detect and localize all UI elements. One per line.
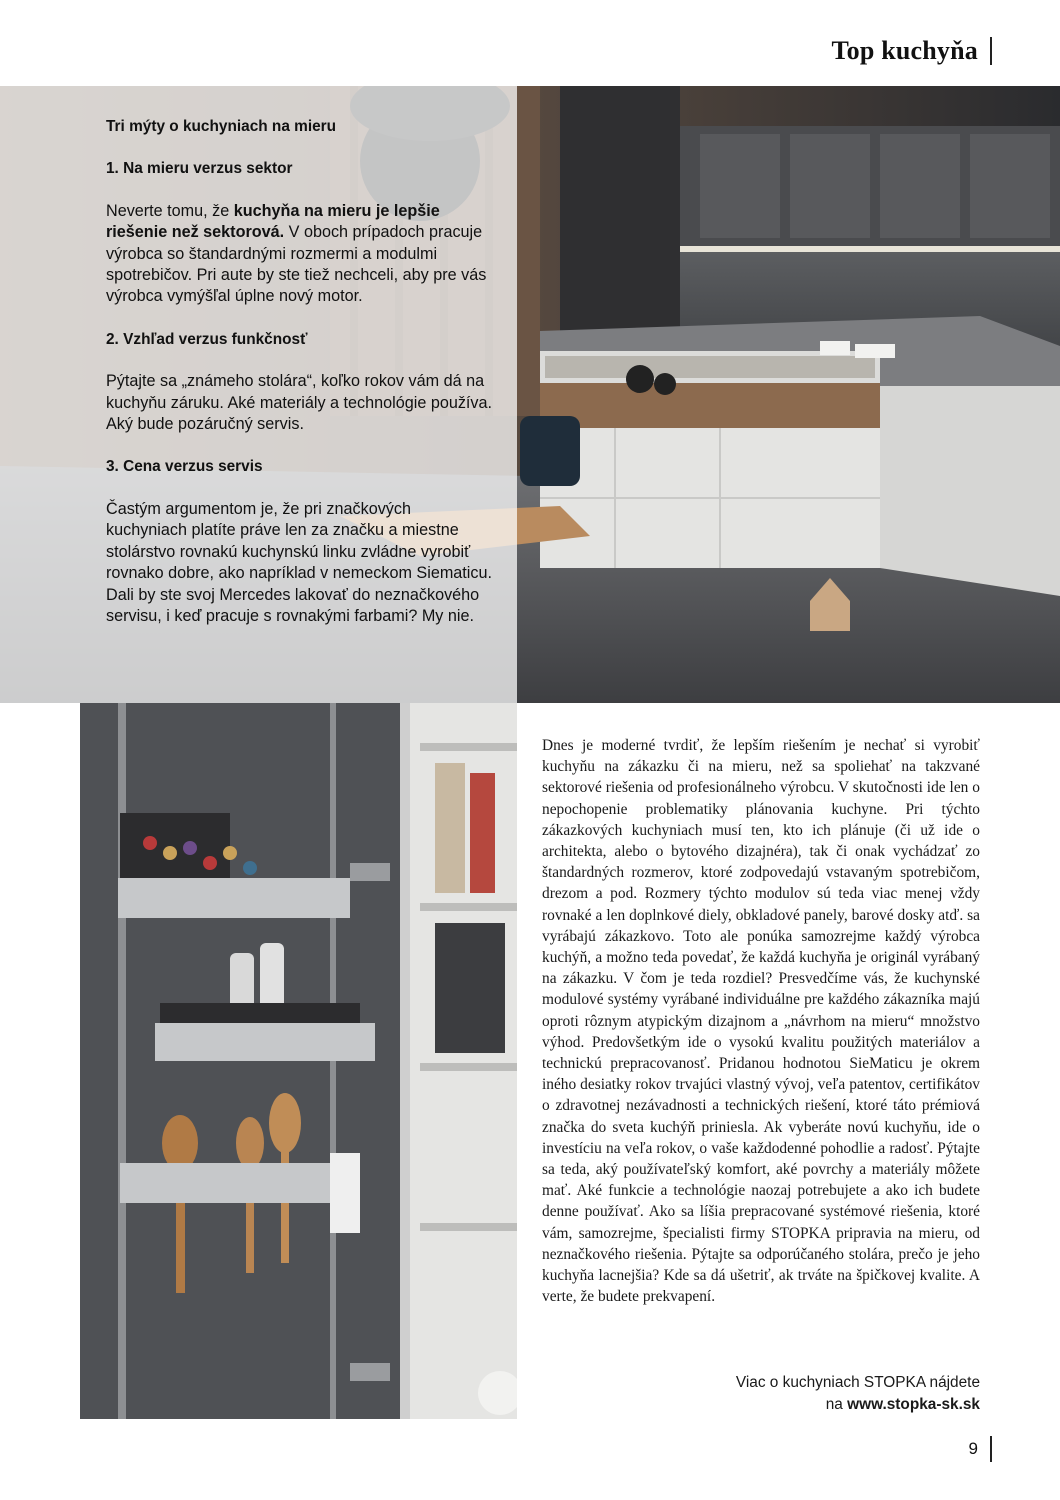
article-body: Dnes je moderné tvrdiť, že lepším riešením je nechať si vyrobiť kuchyňu na zákazku či na mieru, než sa spoliehať na takzvané sektorové riešenia od profesionálneho výrobcu. V skutočnosti ide len o nepochopenie problematiky plánovania kuchyne. Pri týchto zákazkových kuchyniach musí ten, kto ich plánuje (či už ide o architekta, alebo o bytového dizajnéra), tak či onak vychádzať zo štandardných rozmerov, ktoré zodpovedajú vstavaným spotrebičom, drezom a pod. Rozmery týchto modulov sú teda viac menej vždy rovnaké a len doplnkové diely, obkladové panely, barové dosky atď. sa vyrábajú zákazkovo. Toto ale ponúka samozrejme každý výrobca kuchýň, a možno teda povedať, že každá kuchyňa je originál vyrábaný na zákazku. V čom je teda rozdiel? Presvedčíme vás, že kuchynské modulové systémy vyrábané individuálne pre každého zákazníka majú oproti rôznym atypickým dizajnom a „návrhom na mieru“ množstvo výhod. Predovšetkým ide o vysokú kvalitu použitých materiálov a technickú prepracovanosť. Pridanou hodnotou SieMaticu je okrem iného desiatky rokov trvajúci vlastný vývoj, veľa patentov, certifikátov o zdravotnej nezávadnosti a technických riešení, ktoré táto prémiová značka do sveta kuchýň priniesla. Ak vyberáte novú kuchyňu, ide o investíciu na veľa rokov, o vaše každodenné pohodlie a radosť. Pýtajte sa teda, aký používateľský komfort, aké povrchy a materiály môžete mať. Aké funkcie a technológie naozaj potrebujete a ako ich budete denne používať. Ako sa líšia prepracované systémové riešenia, ktoré vám, samozrejme, špecialisti firmy STOPKA pripravia na mieru, od neznačkového riešenia. Pýtajte sa odporúčaného stolára, prečo je jeho kuchyňa lacnejšia? Kde sa dá ušetriť, ak trváte na špičkovej kvalite. A verte, že budete prekvapení. bbox=[542, 737, 980, 1306]
page-header bbox=[832, 36, 993, 66]
myth-text-1: Neverte tomu, že kuchyňa na mieru je lepšie riešenie než sektorová. V oboch prípadoch pracuje výrobca so štandardnými rozmermi a modulmi spotrebičov. Pri aute by ste tiež nechceli, aby pre vás výrobca vymýšľal úplne nový motor. bbox=[106, 201, 487, 306]
myth-heading-1: 1. Na mieru verzus sektor bbox=[106, 160, 293, 178]
more-info-line: Viac o kuchyniach STOPKA nájdete bbox=[735, 1374, 980, 1391]
cabinet-photo bbox=[80, 703, 517, 1419]
myths-panel bbox=[0, 86, 517, 703]
myth-text-3: Častým argumentom je, že pri značkových kuchyniach platíte práve len za značku a miestne stolárstvo rovnakú kuchynskú linku zvládne vyrobiť rovnako dobre, ako napríklad v nemeckom Siematicu. Dali by ste svoj Mercedes lakovať do neznačkového servisu, i keď pracuje s rovnakými farbami? My nie. bbox=[106, 499, 492, 625]
section-title: Top kuchyňa bbox=[831, 36, 978, 65]
myth-emphasis: kuchyňa na mieru je lepšie riešenie než sektorová. bbox=[106, 201, 440, 242]
page-number: 9 bbox=[968, 1439, 978, 1458]
myths-title: Tri mýty o kuchyniach na mieru bbox=[106, 118, 337, 135]
page-number-divider bbox=[990, 1436, 992, 1462]
website-link[interactable]: www.stopka-sk.sk bbox=[847, 1396, 980, 1413]
myths-content bbox=[106, 116, 496, 648]
myth-text-2: Pýtajte sa „známeho stolára“, koľko rokov vám dá na kuchyňu záruku. Aké materiály a technológie používa. Aký bude pozáručný servis. bbox=[106, 372, 493, 434]
header-divider bbox=[990, 37, 992, 65]
myth-heading-2: 2. Vzhľad verzus funkčnosť bbox=[106, 330, 308, 348]
more-info-note bbox=[736, 1372, 980, 1416]
more-info-link-line: na www.stopka-sk.sk bbox=[825, 1396, 980, 1413]
myth-heading-3: 3. Cena verzus servis bbox=[106, 458, 263, 476]
page-number-area bbox=[969, 1436, 992, 1462]
